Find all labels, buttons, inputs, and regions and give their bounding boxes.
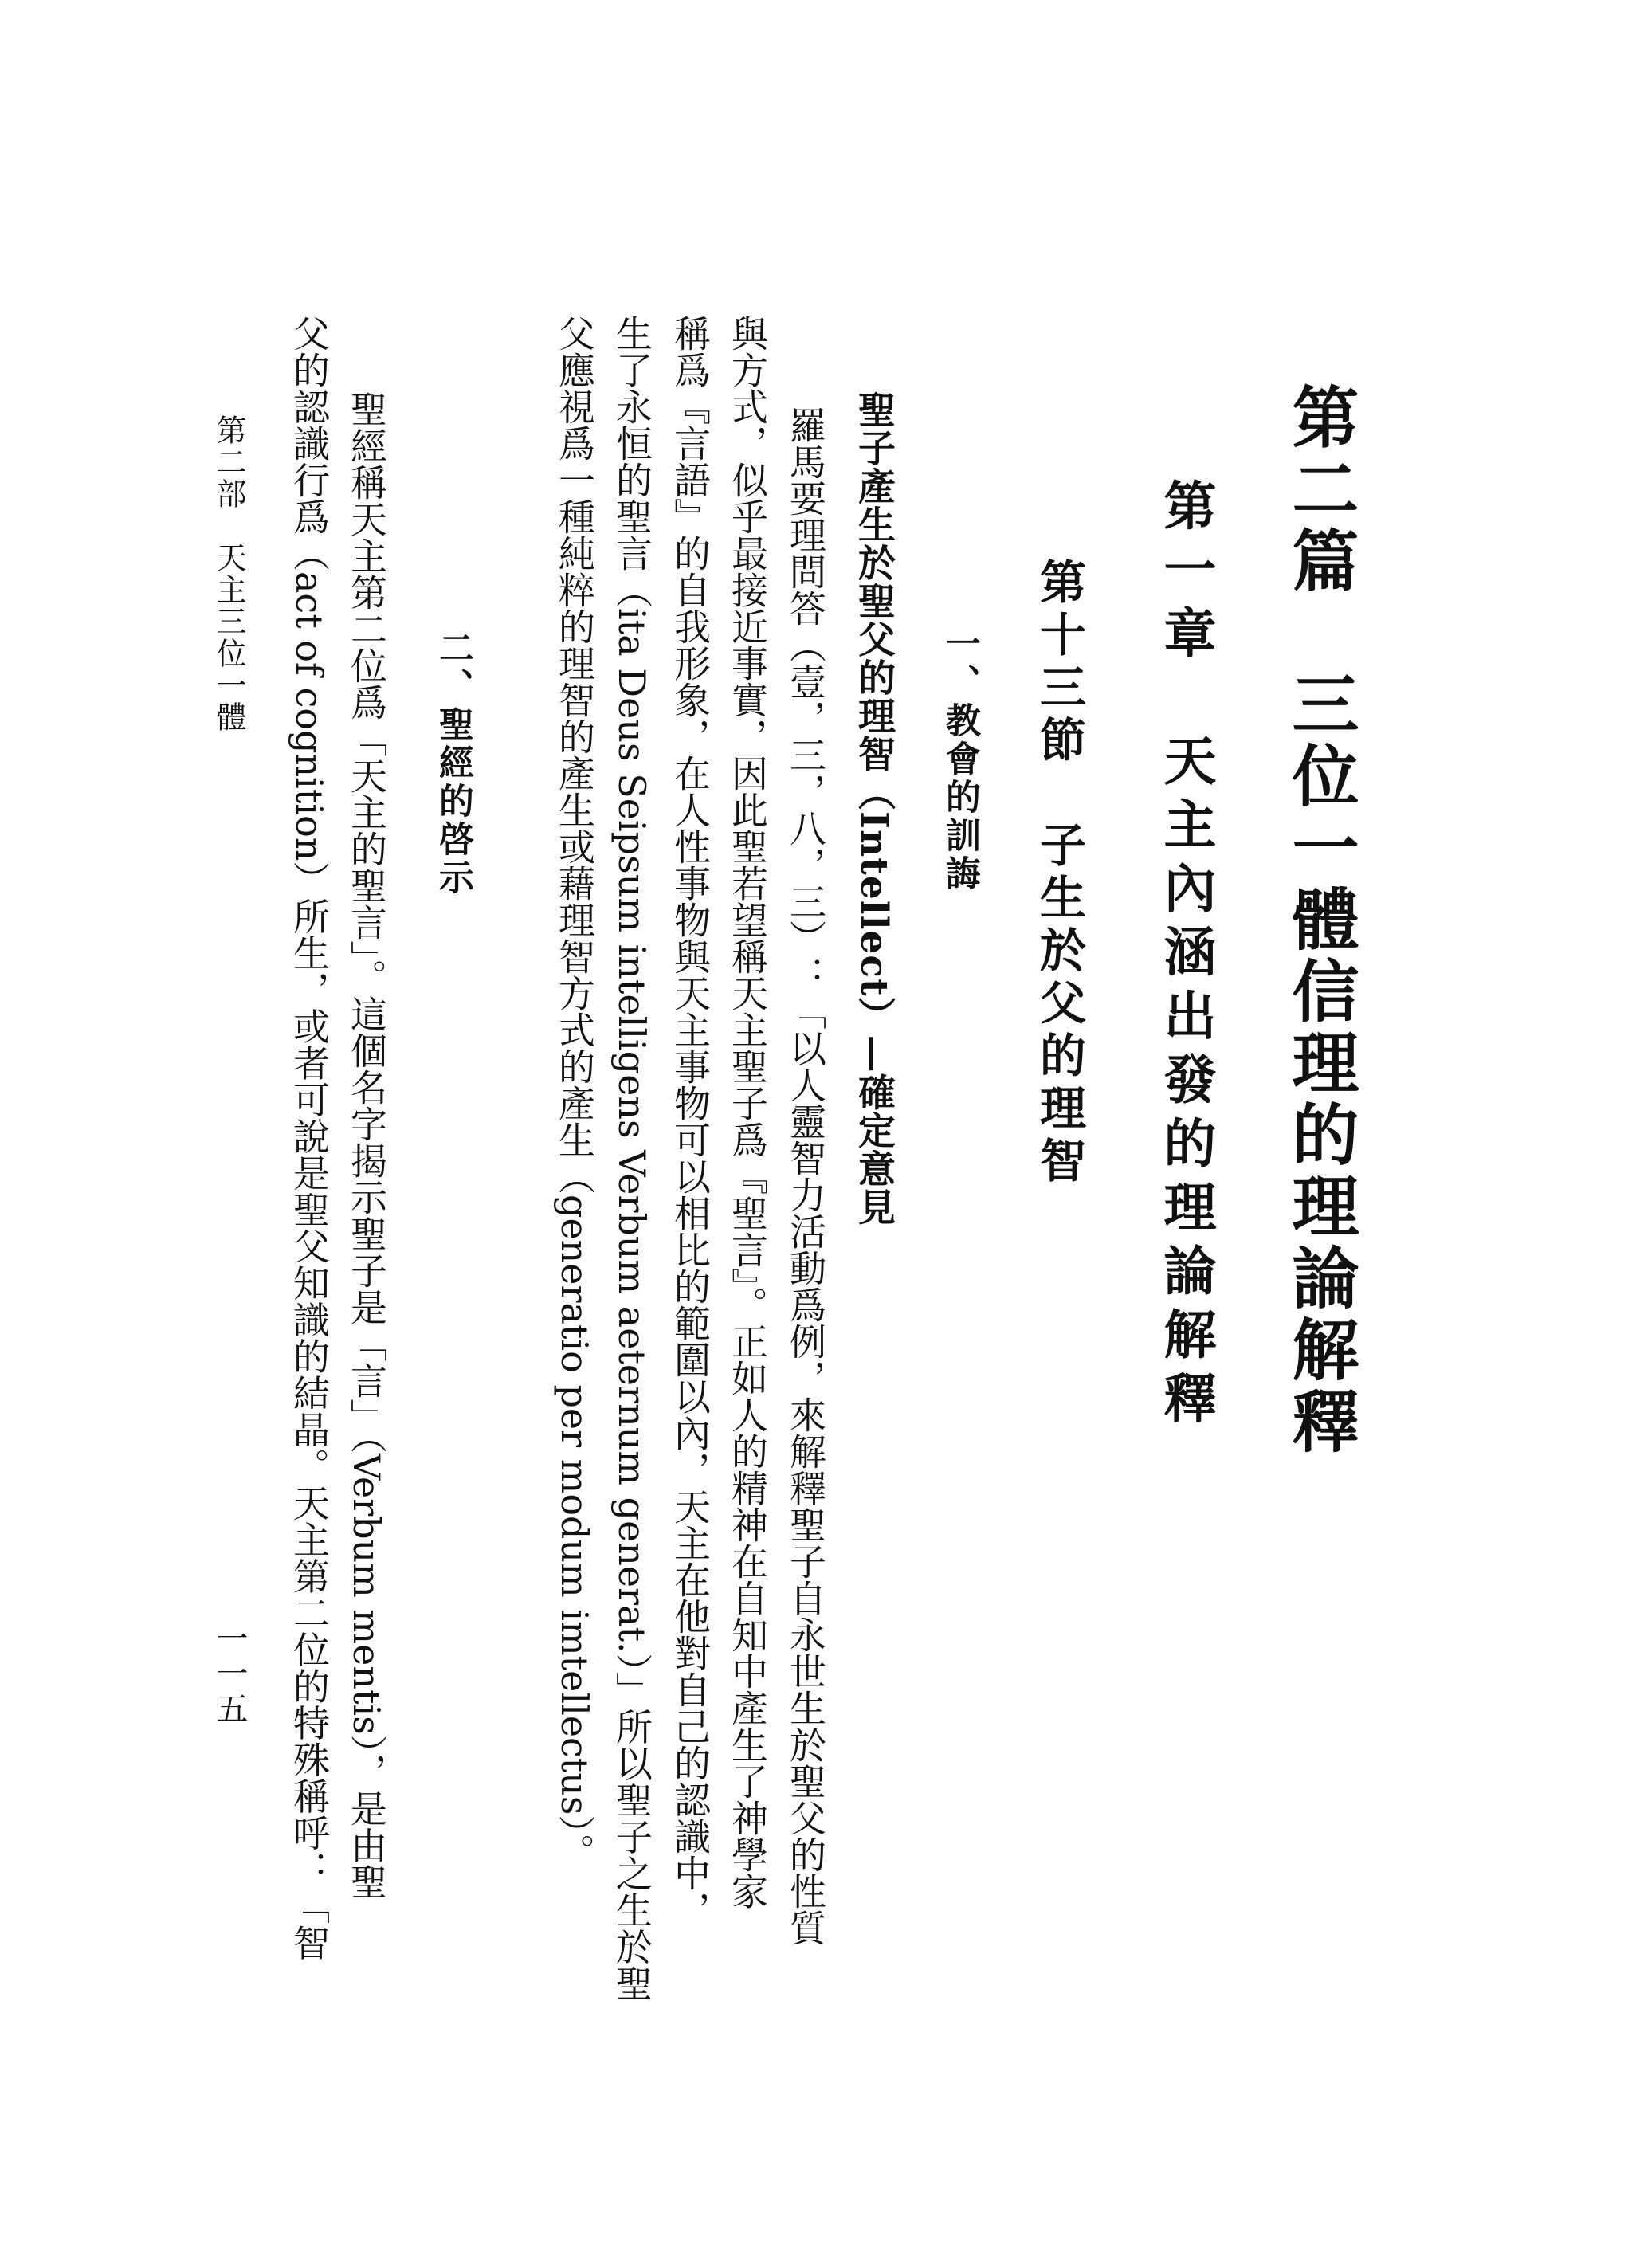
body-line-6: 聖經稱天主第二位爲「天主的聖言」。這個名字揭示聖子是「言」（Verbum mentis），是由聖	[345, 390, 388, 1900]
chapter-title: 第一章 天主內涵出發的理論解釋	[1155, 478, 1217, 1434]
section-title: 第十三節 子生於父的理智	[1032, 558, 1086, 1189]
page-number: 一一五	[211, 1622, 248, 1727]
body-line-5: 父應視爲一種純粹的理智的產生或藉理智方式的產生（generatio per modum imtellectus）。	[553, 315, 596, 1870]
body-line-7: 父的認識行爲（act of cognition）所生，或者可說是聖父知識的結晶。天主第二位的特殊稱呼：「智	[288, 315, 331, 1961]
running-head: 第二部 天主三位一體	[211, 414, 246, 733]
body-line-1: 羅馬要理問答（壹，三，八，三）：「以人靈智力活動爲例，來解釋聖子自永世生於聖父的性質	[784, 406, 827, 1946]
subsection-heading-scripture: 二、聖經的啓示	[433, 630, 473, 897]
thesis-heading: 聖子產生於聖父的理智（Intellect）—確定意見	[852, 390, 896, 1226]
subsection-heading-church-teaching: 一、教會的訓誨	[940, 626, 980, 893]
body-line-2: 與方式，似乎最接近事實，因此聖若望稱天主聖子爲『聖言』。正如人的精神在自知中產生了神學家	[726, 315, 769, 1909]
body-line-4: 生了永恒的聖言（ita Deus Seipsum intelligens Verbum aeternum generat.）」所以聖子之生於聖	[610, 315, 653, 2002]
part-title: 第二篇 三位一體信理的理論解釋	[1281, 383, 1360, 1458]
body-line-3: 稱爲『言語』的自我形象，在人性事物與天主事物可以相比的範圍以內，天主在他對自己的認識中，	[669, 315, 712, 1928]
